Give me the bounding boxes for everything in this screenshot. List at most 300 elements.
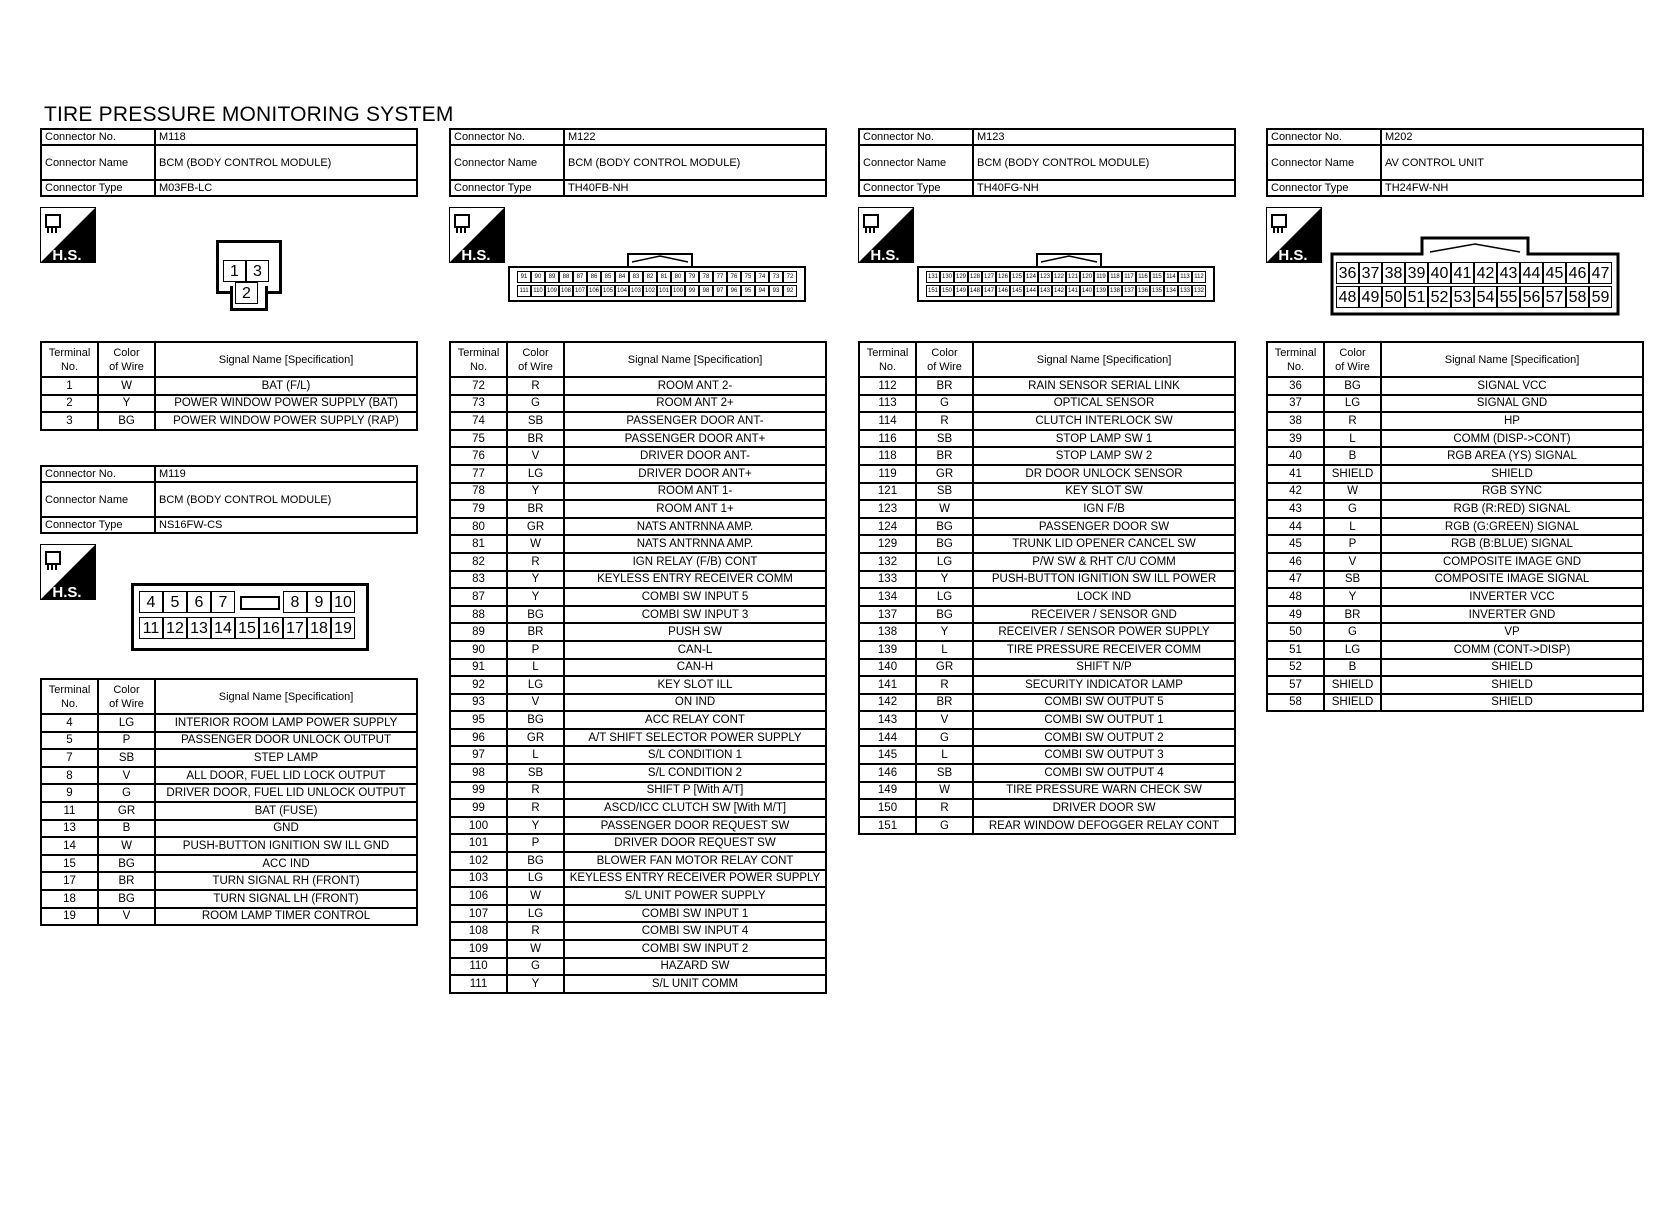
pin-row-bottom — [517, 285, 797, 297]
wire-color-cell: R — [507, 782, 564, 800]
connector-name-value: BCM (BODY CONTROL MODULE) — [564, 145, 826, 180]
wire-color-cell: GR — [98, 802, 155, 820]
connector-pin: 39 — [1405, 262, 1428, 284]
signal-name-cell: GND — [155, 820, 417, 838]
header-wire-color: Color of Wire — [1324, 342, 1381, 377]
signal-name-cell: IGN RELAY (F/B) CONT — [564, 553, 826, 571]
table-row — [859, 447, 1235, 465]
connector-latch — [235, 591, 283, 613]
connector-pin: 42 — [1474, 262, 1497, 284]
signal-name-cell: A/T SHIFT SELECTOR POWER SUPPLY — [564, 729, 826, 747]
table-row — [859, 694, 1235, 712]
connector-pin: 133 — [1178, 285, 1192, 297]
signal-name-cell: S/L UNIT POWER SUPPLY — [564, 887, 826, 905]
connector-pin: 121 — [1066, 271, 1080, 283]
wire-color-cell: R — [507, 922, 564, 940]
connector-pin: 92 — [783, 285, 797, 297]
harness-side-icon — [1266, 207, 1322, 263]
table-row — [859, 729, 1235, 747]
connector-pin: 138 — [1108, 285, 1122, 297]
wire-color-cell: LG — [507, 465, 564, 483]
table-row — [41, 837, 417, 855]
connector-type-value: TH40FG-NH — [973, 180, 1235, 196]
terminal-no-cell: 52 — [1267, 659, 1324, 677]
label-connector-name: Connector Name — [41, 482, 155, 517]
connector-pin: 117 — [1122, 271, 1136, 283]
terminal-no-cell: 8 — [41, 767, 98, 785]
connector-pin: 37 — [1359, 262, 1382, 284]
table-row — [41, 890, 417, 908]
signal-name-cell: PUSH SW — [564, 623, 826, 641]
table-row — [1267, 659, 1643, 677]
connector-pin: 102 — [643, 285, 657, 297]
connector-pin: 103 — [629, 285, 643, 297]
wire-color-cell: SB — [916, 483, 973, 501]
connector-pin: 10 — [331, 591, 355, 613]
signal-name-cell: PASSENGER DOOR REQUEST SW — [564, 817, 826, 835]
wire-color-cell: W — [916, 782, 973, 800]
wire-color-cell: R — [916, 412, 973, 430]
table-row — [450, 729, 826, 747]
table-row — [450, 588, 826, 606]
hs-label: H.S. — [52, 584, 82, 600]
signal-name-cell: KEYLESS ENTRY RECEIVER POWER SUPPLY — [564, 870, 826, 888]
wire-color-cell: V — [1324, 553, 1381, 571]
terminal-no-cell: 4 — [41, 714, 98, 732]
connector-pin: 18 — [307, 617, 331, 639]
connector-pin: 5 — [163, 591, 187, 613]
signal-name-cell: POWER WINDOW POWER SUPPLY (RAP) — [155, 412, 417, 430]
table-row — [450, 571, 826, 589]
terminal-no-cell: 79 — [450, 500, 507, 518]
connector-pin: 137 — [1122, 285, 1136, 297]
connector-pin: 4 — [139, 591, 163, 613]
signal-name-cell: OPTICAL SENSOR — [973, 395, 1235, 413]
wire-color-cell: G — [916, 395, 973, 413]
terminal-no-cell: 118 — [859, 447, 916, 465]
table-row — [41, 412, 417, 430]
wire-color-cell: L — [916, 746, 973, 764]
signal-name-cell: COMPOSITE IMAGE GND — [1381, 553, 1643, 571]
terminal-no-cell: 13 — [41, 820, 98, 838]
header-terminal-no: Terminal No. — [1267, 342, 1324, 377]
wire-color-cell: W — [916, 500, 973, 518]
table-row — [1267, 518, 1643, 536]
connector-pin: 139 — [1094, 285, 1108, 297]
connector-pin: 58 — [1566, 286, 1589, 308]
wire-color-cell: BR — [1324, 606, 1381, 624]
header-terminal-no: Terminal No. — [41, 342, 98, 377]
terminal-no-cell: 1 — [41, 377, 98, 395]
connector-pin: 111 — [517, 285, 531, 297]
wire-color-cell: BR — [98, 872, 155, 890]
terminal-no-cell: 146 — [859, 764, 916, 782]
label-connector-name: Connector Name — [450, 145, 564, 180]
connector-pin: 90 — [531, 271, 545, 283]
terminal-no-cell: 96 — [450, 729, 507, 747]
wire-color-cell: G — [98, 784, 155, 802]
wire-color-cell: BR — [507, 430, 564, 448]
wire-color-cell: P — [507, 641, 564, 659]
terminal-no-cell: 45 — [1267, 535, 1324, 553]
table-row — [859, 518, 1235, 536]
signal-name-cell: SHIELD — [1381, 694, 1643, 712]
terminal-no-cell: 89 — [450, 623, 507, 641]
terminal-no-cell: 90 — [450, 641, 507, 659]
table-row — [450, 500, 826, 518]
wire-color-cell: L — [1324, 518, 1381, 536]
connector-pin: 8 — [283, 591, 307, 613]
connector-pin: 114 — [1164, 271, 1178, 283]
connector-pin: 135 — [1150, 285, 1164, 297]
terminal-no-cell: 83 — [450, 571, 507, 589]
connector-pin: 36 — [1336, 262, 1359, 284]
wire-color-cell: GR — [507, 518, 564, 536]
signal-name-cell: RGB (G:GREEN) SIGNAL — [1381, 518, 1643, 536]
table-row — [450, 817, 826, 835]
connector-pin: 132 — [1192, 285, 1206, 297]
wire-color-cell: LG — [916, 588, 973, 606]
signal-name-cell: SHIFT P [With A/T] — [564, 782, 826, 800]
signal-name-cell: VP — [1381, 623, 1643, 641]
header-signal-name: Signal Name [Specification] — [155, 342, 417, 377]
signal-name-cell: COMBI SW OUTPUT 3 — [973, 746, 1235, 764]
table-row — [450, 782, 826, 800]
connector-pin: 115 — [1150, 271, 1164, 283]
connector-pin: 104 — [615, 285, 629, 297]
connector-info-m118 — [40, 128, 418, 197]
connector-pin: 122 — [1052, 271, 1066, 283]
connector-face-m202 — [1330, 234, 1620, 316]
wire-color-cell: Y — [1324, 588, 1381, 606]
header-signal-name: Signal Name [Specification] — [973, 342, 1235, 377]
header-signal-name: Signal Name [Specification] — [564, 342, 826, 377]
signal-name-cell: RGB AREA (YS) SIGNAL — [1381, 447, 1643, 465]
signal-name-cell: TURN SIGNAL RH (FRONT) — [155, 872, 417, 890]
table-row — [450, 412, 826, 430]
connector-name-value: AV CONTROL UNIT — [1381, 145, 1643, 180]
table-row — [41, 395, 417, 413]
terminal-no-cell: 49 — [1267, 606, 1324, 624]
terminal-no-cell: 42 — [1267, 483, 1324, 501]
terminal-no-cell: 14 — [41, 837, 98, 855]
terminal-table — [449, 341, 827, 994]
connector-pin: 106 — [587, 285, 601, 297]
signal-name-cell: COMPOSITE IMAGE SIGNAL — [1381, 571, 1643, 589]
wire-color-cell: R — [507, 553, 564, 571]
wire-color-cell: BG — [1324, 377, 1381, 395]
signal-name-cell: IGN F/B — [973, 500, 1235, 518]
wire-color-cell: BR — [916, 694, 973, 712]
connector-pin: 40 — [1428, 262, 1451, 284]
table-row — [1267, 447, 1643, 465]
terminal-no-cell: 15 — [41, 855, 98, 873]
signal-name-cell: STEP LAMP — [155, 749, 417, 767]
connector-pin: 119 — [1094, 271, 1108, 283]
terminal-table-m202 — [1266, 341, 1644, 712]
connector-pin: 73 — [769, 271, 783, 283]
table-row — [450, 887, 826, 905]
label-connector-no: Connector No. — [41, 129, 155, 145]
label-connector-name: Connector Name — [41, 145, 155, 180]
table-row — [450, 852, 826, 870]
table-row — [41, 377, 417, 395]
table-row — [450, 659, 826, 677]
terminal-no-cell: 151 — [859, 817, 916, 835]
connector-pin: 56 — [1520, 286, 1543, 308]
table-row — [450, 746, 826, 764]
connector-pin: 149 — [954, 285, 968, 297]
wire-color-cell: G — [1324, 623, 1381, 641]
hs-label: H.S. — [1278, 247, 1308, 263]
table-row — [450, 447, 826, 465]
signal-name-cell: ON IND — [564, 694, 826, 712]
terminal-no-cell: 145 — [859, 746, 916, 764]
wire-color-cell: LG — [98, 714, 155, 732]
terminal-no-cell: 36 — [1267, 377, 1324, 395]
signal-name-cell: TIRE PRESSURE RECEIVER COMM — [973, 641, 1235, 659]
connector-pin: 45 — [1543, 262, 1566, 284]
header-signal-name: Signal Name [Specification] — [155, 679, 417, 714]
connector-pin: 98 — [699, 285, 713, 297]
table-row — [1267, 588, 1643, 606]
hs-label: H.S. — [461, 247, 491, 263]
connector-pin: 125 — [1010, 271, 1024, 283]
wire-color-cell: B — [1324, 659, 1381, 677]
wire-color-cell: L — [507, 746, 564, 764]
harness-side-icon — [40, 207, 96, 263]
signal-name-cell: P/W SW & RHT C/U COMM — [973, 553, 1235, 571]
terminal-no-cell: 3 — [41, 412, 98, 430]
signal-name-cell: COMBI SW INPUT 1 — [564, 905, 826, 923]
wire-color-cell: LG — [507, 870, 564, 888]
terminal-no-cell: 9 — [41, 784, 98, 802]
terminal-no-cell: 57 — [1267, 676, 1324, 694]
terminal-no-cell: 72 — [450, 377, 507, 395]
table-row — [859, 588, 1235, 606]
connector-pin: 15 — [235, 617, 259, 639]
table-row — [41, 908, 417, 926]
connector-no-value: M123 — [973, 129, 1235, 145]
connector-pin: 80 — [671, 271, 685, 283]
wire-color-cell: SHIELD — [1324, 676, 1381, 694]
connector-pin: 19 — [331, 617, 355, 639]
table-row — [450, 483, 826, 501]
wire-color-cell: BR — [507, 500, 564, 518]
table-row — [41, 855, 417, 873]
terminal-no-cell: 101 — [450, 834, 507, 852]
terminal-no-cell: 46 — [1267, 553, 1324, 571]
wire-color-cell: SB — [507, 764, 564, 782]
table-row — [41, 820, 417, 838]
connector-pin: 12 — [163, 617, 187, 639]
connector-type-value: M03FB-LC — [155, 180, 417, 196]
connector-pin: 16 — [259, 617, 283, 639]
connector-pin: 129 — [954, 271, 968, 283]
connector-pin: 17 — [283, 617, 307, 639]
connector-pin: 145 — [1010, 285, 1024, 297]
terminal-no-cell: 37 — [1267, 395, 1324, 413]
connector-pin: 131 — [926, 271, 940, 283]
wire-color-cell: BG — [507, 711, 564, 729]
table-row — [1267, 430, 1643, 448]
terminal-no-cell: 103 — [450, 870, 507, 888]
label-connector-no: Connector No. — [450, 129, 564, 145]
terminal-no-cell: 113 — [859, 395, 916, 413]
table-row — [450, 430, 826, 448]
terminal-no-cell: 98 — [450, 764, 507, 782]
table-row — [1267, 694, 1643, 712]
connector-pin: 116 — [1136, 271, 1150, 283]
terminal-no-cell: 99 — [450, 799, 507, 817]
connector-pin: 123 — [1038, 271, 1052, 283]
connector-pin: 11 — [139, 617, 163, 639]
signal-name-cell: SHIELD — [1381, 659, 1643, 677]
connector-pin: 82 — [643, 271, 657, 283]
connector-pin: 14 — [211, 617, 235, 639]
table-row — [450, 465, 826, 483]
signal-name-cell: COMM (DISP->CONT) — [1381, 430, 1643, 448]
table-row — [41, 784, 417, 802]
connector-pin: 44 — [1520, 262, 1543, 284]
wire-color-cell: Y — [98, 395, 155, 413]
signal-name-cell: KEY SLOT SW — [973, 483, 1235, 501]
wire-color-cell: BG — [507, 852, 564, 870]
header-wire-color: Color of Wire — [916, 342, 973, 377]
connector-pin: 118 — [1108, 271, 1122, 283]
signal-name-cell: SIGNAL VCC — [1381, 377, 1643, 395]
terminal-no-cell: 99 — [450, 782, 507, 800]
signal-name-cell: INTERIOR ROOM LAMP POWER SUPPLY — [155, 714, 417, 732]
signal-name-cell: INVERTER VCC — [1381, 588, 1643, 606]
pin-row-bottom — [1336, 286, 1612, 308]
terminal-no-cell: 123 — [859, 500, 916, 518]
connector-pin: 59 — [1589, 286, 1612, 308]
signal-name-cell: NATS ANTRNNA AMP. — [564, 518, 826, 536]
signal-name-cell: DRIVER DOOR SW — [973, 799, 1235, 817]
connector-no-value: M119 — [155, 466, 417, 482]
terminal-no-cell: 133 — [859, 571, 916, 589]
table-row — [859, 553, 1235, 571]
connector-pin: 110 — [531, 285, 545, 297]
terminal-no-cell: 81 — [450, 535, 507, 553]
signal-name-cell: BLOWER FAN MOTOR RELAY CONT — [564, 852, 826, 870]
connector-pin: 52 — [1428, 286, 1451, 308]
table-row — [450, 940, 826, 958]
terminal-no-cell: 110 — [450, 958, 507, 976]
terminal-no-cell: 92 — [450, 676, 507, 694]
signal-name-cell: S/L UNIT COMM — [564, 975, 826, 993]
pin-row-top — [1336, 262, 1612, 284]
terminal-no-cell: 82 — [450, 553, 507, 571]
terminal-no-cell: 91 — [450, 659, 507, 677]
wire-color-cell: BR — [507, 623, 564, 641]
terminal-table — [1266, 341, 1644, 712]
signal-name-cell: SHIELD — [1381, 465, 1643, 483]
harness-side-icon — [449, 207, 505, 263]
signal-name-cell: KEYLESS ENTRY RECEIVER COMM — [564, 571, 826, 589]
wire-color-cell: BG — [916, 518, 973, 536]
wire-color-cell: Y — [916, 571, 973, 589]
terminal-table — [858, 341, 1236, 835]
table-row — [450, 834, 826, 852]
table-row — [859, 377, 1235, 395]
table-row — [859, 641, 1235, 659]
terminal-no-cell: 107 — [450, 905, 507, 923]
connector-pin: 6 — [187, 591, 211, 613]
table-row — [1267, 623, 1643, 641]
signal-name-cell: REAR WINDOW DEFOGGER RELAY CONT — [973, 817, 1235, 835]
terminal-no-cell: 17 — [41, 872, 98, 890]
connector-pin: 75 — [741, 271, 755, 283]
table-row — [859, 465, 1235, 483]
terminal-no-cell: 19 — [41, 908, 98, 926]
terminal-no-cell: 77 — [450, 465, 507, 483]
signal-name-cell: PUSH-BUTTON IGNITION SW ILL GND — [155, 837, 417, 855]
wire-color-cell: Y — [507, 817, 564, 835]
terminal-no-cell: 40 — [1267, 447, 1324, 465]
connector-pin: 54 — [1474, 286, 1497, 308]
connector-pin: 51 — [1405, 286, 1428, 308]
connector-pin: 120 — [1080, 271, 1094, 283]
header-wire-color: Color of Wire — [98, 342, 155, 377]
wire-color-cell: G — [916, 729, 973, 747]
connector-pin: 86 — [587, 271, 601, 283]
table-row — [1267, 395, 1643, 413]
table-row — [450, 518, 826, 536]
connector-pin: 142 — [1052, 285, 1066, 297]
label-connector-type: Connector Type — [41, 517, 155, 533]
table-row — [859, 571, 1235, 589]
wire-color-cell: G — [1324, 500, 1381, 518]
connector-pin: 99 — [685, 285, 699, 297]
signal-name-cell: COMBI SW OUTPUT 5 — [973, 694, 1235, 712]
wire-color-cell: SHIELD — [1324, 694, 1381, 712]
terminal-no-cell: 139 — [859, 641, 916, 659]
connector-pin: 128 — [968, 271, 982, 283]
signal-name-cell: S/L CONDITION 2 — [564, 764, 826, 782]
wire-color-cell: BG — [916, 606, 973, 624]
connector-type-value: NS16FW-CS — [155, 517, 417, 533]
connector-face-m122 — [508, 250, 806, 302]
signal-name-cell: SHIELD — [1381, 676, 1643, 694]
wire-color-cell: P — [98, 732, 155, 750]
terminal-no-cell: 39 — [1267, 430, 1324, 448]
connector-face-m119 — [131, 583, 369, 651]
table-row — [450, 623, 826, 641]
wire-color-cell: R — [916, 799, 973, 817]
signal-name-cell: BAT (FUSE) — [155, 802, 417, 820]
signal-name-cell: PASSENGER DOOR UNLOCK OUTPUT — [155, 732, 417, 750]
table-row — [450, 905, 826, 923]
terminal-no-cell: 97 — [450, 746, 507, 764]
signal-name-cell: TIRE PRESSURE WARN CHECK SW — [973, 782, 1235, 800]
table-row — [41, 749, 417, 767]
table-row — [450, 870, 826, 888]
connector-face-m118 — [216, 240, 280, 310]
wire-color-cell: G — [916, 817, 973, 835]
hs-label: H.S. — [52, 247, 82, 263]
connector-pin: 124 — [1024, 271, 1038, 283]
wire-color-cell: SB — [98, 749, 155, 767]
table-row — [859, 676, 1235, 694]
wire-color-cell: V — [507, 694, 564, 712]
signal-name-cell: SHIFT N/P — [973, 659, 1235, 677]
terminal-no-cell: 150 — [859, 799, 916, 817]
terminal-no-cell: 88 — [450, 606, 507, 624]
terminal-no-cell: 50 — [1267, 623, 1324, 641]
terminal-no-cell: 114 — [859, 412, 916, 430]
